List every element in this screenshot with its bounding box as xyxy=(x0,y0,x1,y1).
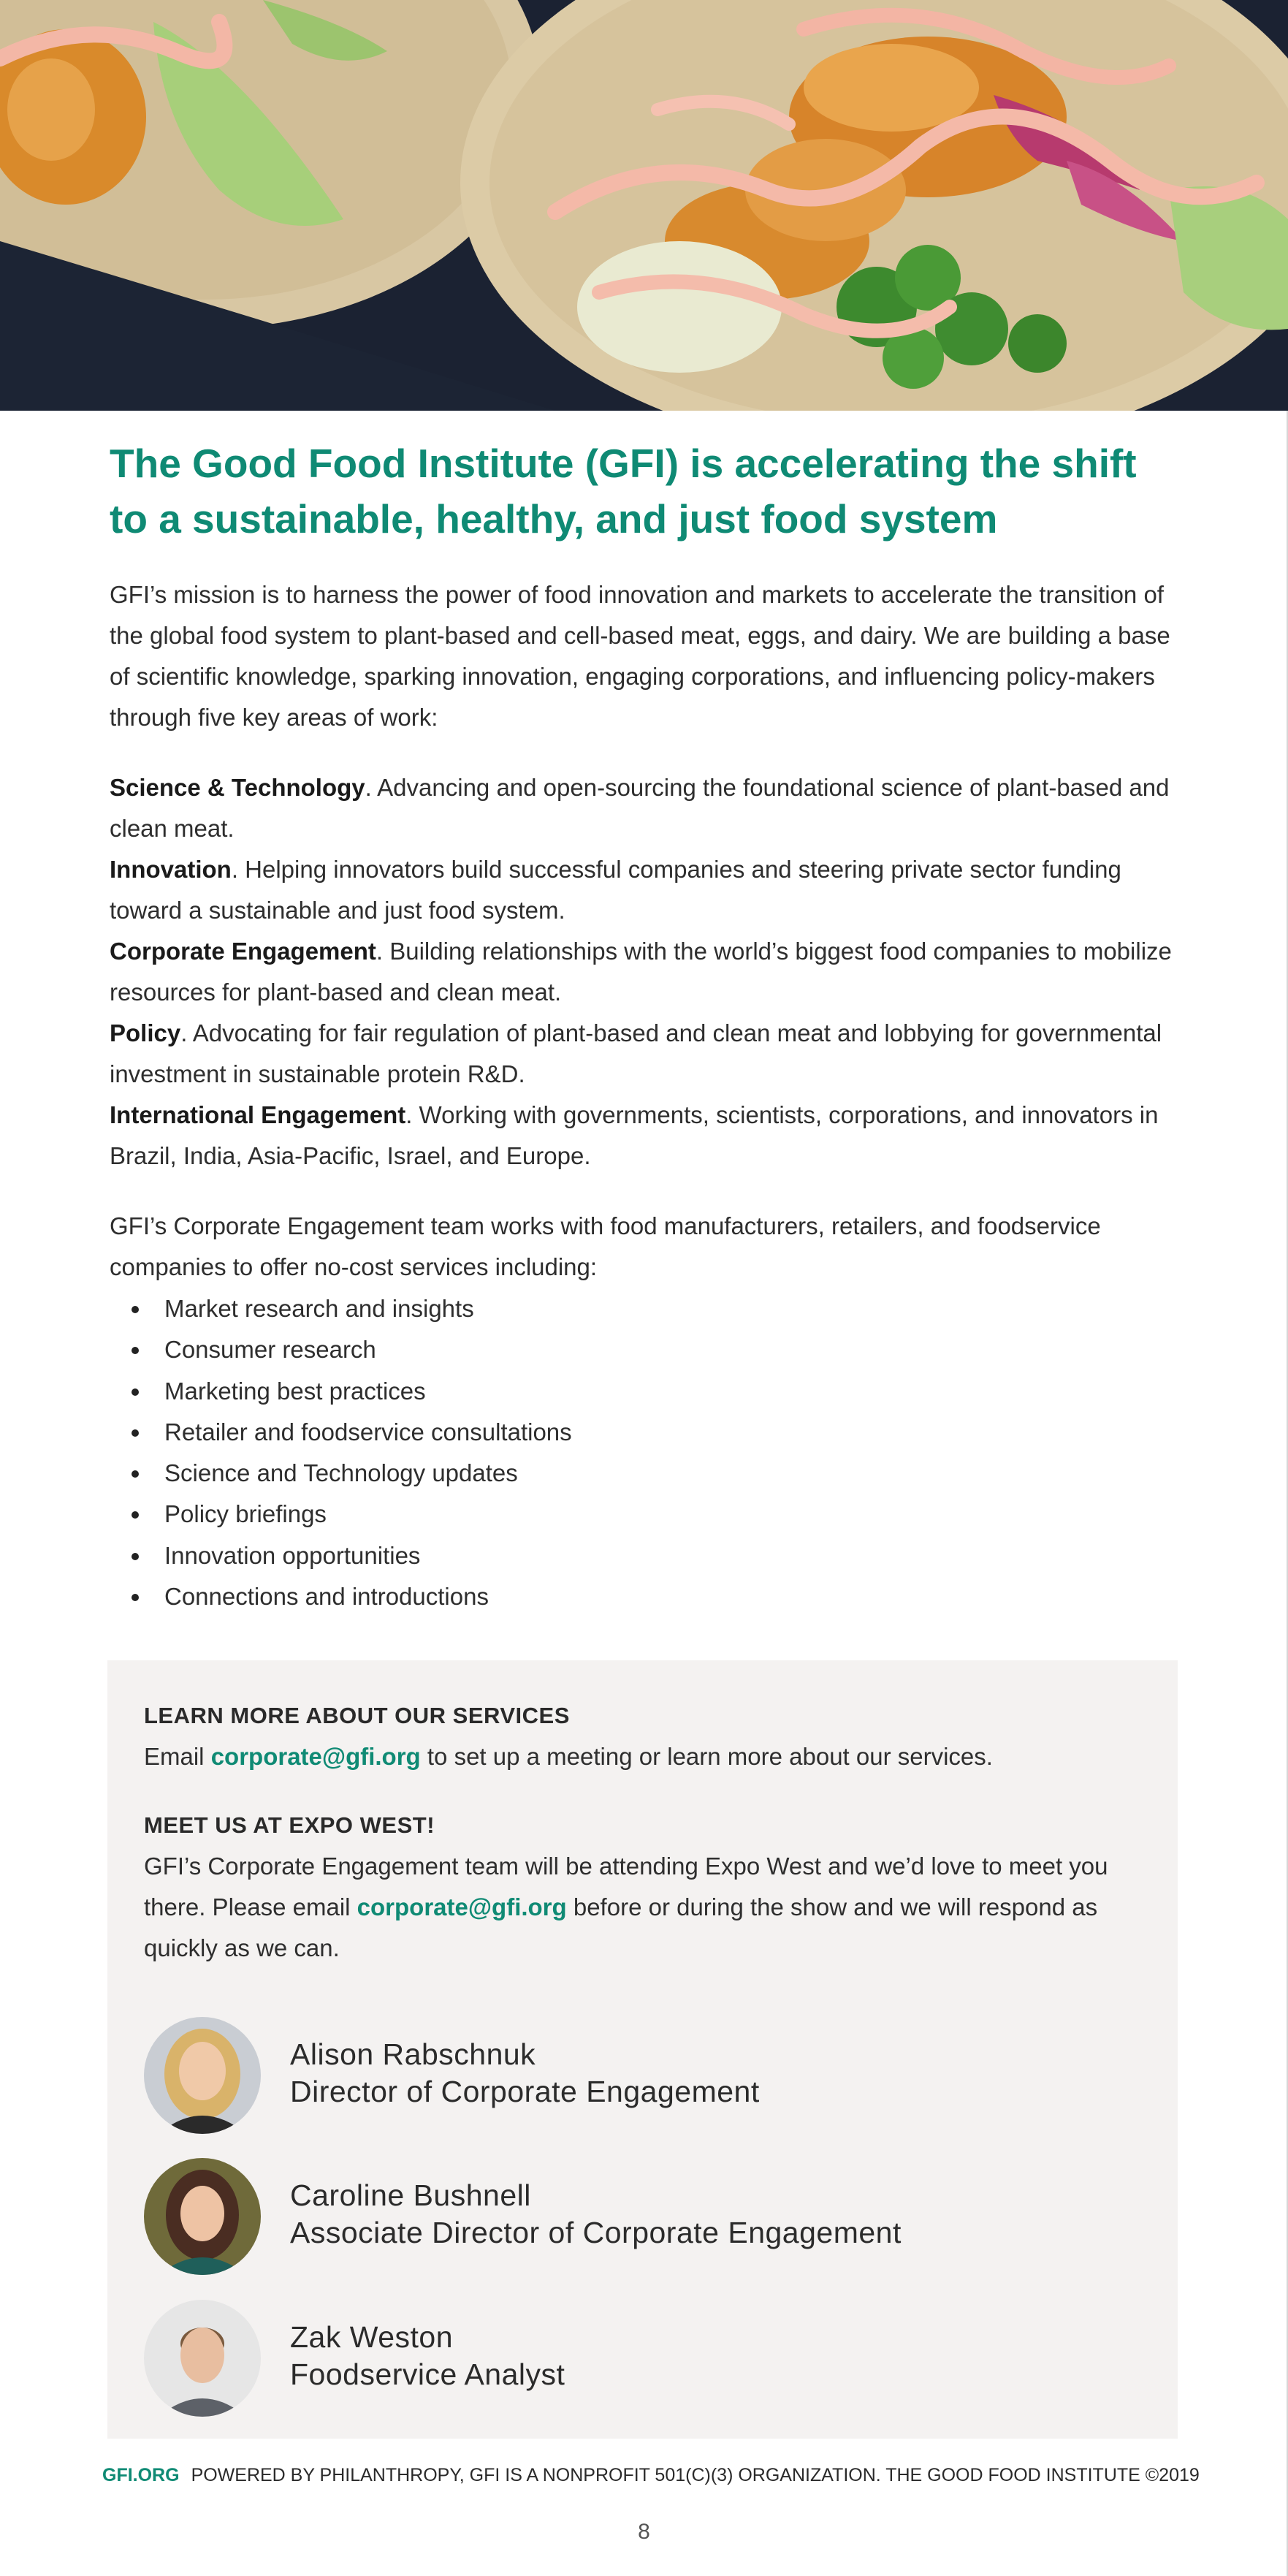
page-title: The Good Food Institute (GFI) is accelerating the shift to a sustainable, healthy, and just food system xyxy=(110,441,1137,542)
expo-west-heading: MEET US AT EXPO WEST! xyxy=(144,1812,435,1838)
contact-card xyxy=(144,2158,1094,2275)
work-area-text: . Building relationships with the world’s biggest food companies to mobilize resources for plant-based and clean meat. xyxy=(110,938,1172,1006)
list-item: Science and Technology updates xyxy=(130,1453,572,1494)
list-item: Connections and introductions xyxy=(130,1576,572,1617)
work-area-text: . Working with governments, scientists, corporations, and innovators in Brazil, India, Asia-Pacific, Israel, and Europe. xyxy=(110,1101,1159,1169)
expo-west-prefix: GFI’s Corporate Engagement team will be attending Expo West and we’d love to meet you there. Please email xyxy=(144,1853,1108,1920)
footer xyxy=(102,2463,1198,2488)
contact-role: Associate Director of Corporate Engagement xyxy=(290,2216,902,2249)
page-number: 8 xyxy=(638,2520,650,2544)
mission-paragraph: GFI’s mission is to harness the power of food innovation and markets to accelerate the transition of the global food system to plant-based and cell-based meat, eggs, and dairy. We are building a base of scientific knowledge, sparking innovation, engaging corporations, and influencing policy-makers through five key areas of work: xyxy=(110,581,1170,731)
learn-more-suffix: to set up a meeting or learn more about our services. xyxy=(420,1743,993,1770)
avatar-photo-icon xyxy=(144,2300,261,2417)
site-link[interactable]: GFI.ORG xyxy=(102,2465,180,2485)
footer-text: POWERED BY PHILANTHROPY, GFI IS A NONPROFIT 501(C)(3) ORGANIZATION. THE GOOD FOOD INSTITUTE ©2019 xyxy=(191,2465,1200,2485)
learn-more-prefix: Email xyxy=(144,1743,211,1770)
contact-name: Caroline Bushnell xyxy=(290,2178,531,2212)
learn-more-heading: LEARN MORE ABOUT OUR SERVICES xyxy=(144,1703,570,1728)
contact-card xyxy=(144,2300,1094,2417)
avatar xyxy=(144,2017,261,2134)
email-link[interactable]: corporate@gfi.org xyxy=(357,1893,567,1920)
avatar xyxy=(144,2158,261,2275)
work-area-item xyxy=(110,1013,1184,1095)
contact-card xyxy=(144,2017,1094,2134)
work-area-text: . Advocating for fair regulation of plant-based and clean meat and lobbying for governmental investment in sustainable protein R&D. xyxy=(110,1019,1162,1087)
expo-west-suffix: before or during the show and we will respond as quickly as we can. xyxy=(144,1893,1098,1961)
work-area-title: Innovation xyxy=(110,856,232,883)
services-list xyxy=(130,1288,572,1617)
avatar xyxy=(144,2300,261,2417)
work-area-title: International Engagement xyxy=(110,1101,406,1128)
work-area-item xyxy=(110,931,1184,1013)
avatar-photo-icon xyxy=(144,2158,261,2275)
work-area-item xyxy=(110,767,1184,849)
hero-image xyxy=(0,0,1288,411)
work-area-title: Science & Technology xyxy=(110,774,365,801)
list-item: Policy briefings xyxy=(130,1494,572,1535)
work-area-text: . Helping innovators build successful companies and steering private sector funding toward a sustainable and just food system. xyxy=(110,856,1121,924)
avatar-photo-icon xyxy=(144,2017,261,2134)
work-areas xyxy=(110,767,1184,1177)
fish-tacos-photo xyxy=(0,0,1288,411)
work-area-item xyxy=(110,849,1184,931)
contact-name: Zak Weston xyxy=(290,2320,453,2354)
contact-role: Foodservice Analyst xyxy=(290,2357,565,2391)
list-item: Retailer and foodservice consultations xyxy=(130,1412,572,1453)
work-area-text: . Advancing and open-sourcing the foundational science of plant-based and clean meat. xyxy=(110,774,1170,842)
work-area-title: Corporate Engagement xyxy=(110,938,376,965)
corporate-engagement-intro: GFI’s Corporate Engagement team works with food manufacturers, retailers, and foodservice companies to offer no-cost services including: xyxy=(110,1212,1101,1280)
contact-name: Alison Rabschnuk xyxy=(290,2037,536,2071)
list-item: Consumer research xyxy=(130,1329,572,1370)
contact-role: Director of Corporate Engagement xyxy=(290,2075,760,2108)
list-item: Innovation opportunities xyxy=(130,1535,572,1576)
expo-west-text xyxy=(144,1846,1138,1969)
list-item: Marketing best practices xyxy=(130,1371,572,1412)
contact-info-box xyxy=(107,1660,1178,2439)
learn-more-text xyxy=(144,1736,1138,1777)
list-item: Market research and insights xyxy=(130,1288,572,1329)
work-area-title: Policy xyxy=(110,1019,181,1046)
work-area-item xyxy=(110,1095,1184,1177)
email-link[interactable]: corporate@gfi.org xyxy=(210,1743,421,1770)
